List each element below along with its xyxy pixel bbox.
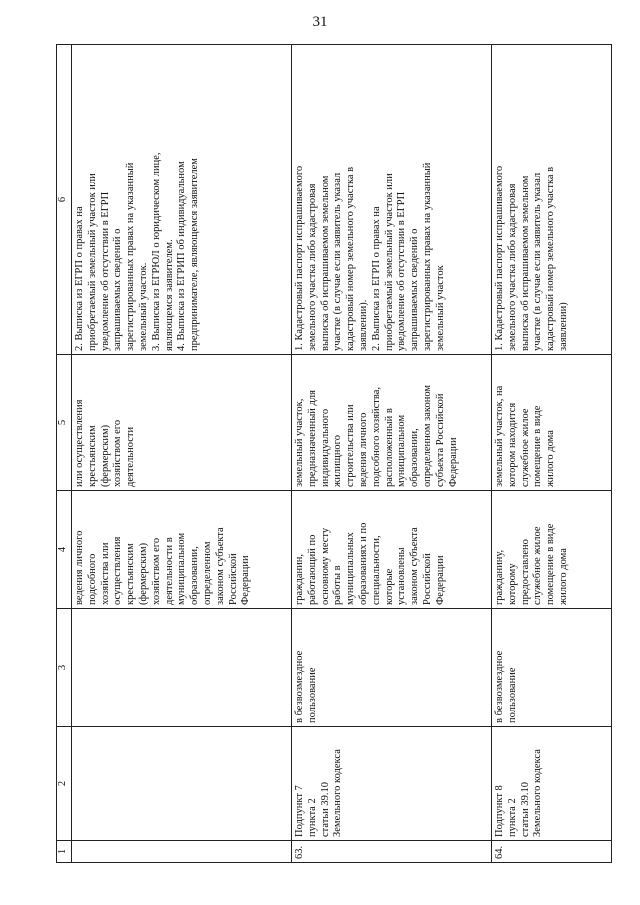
right-type (72, 609, 292, 727)
applicant: гражданину, которому предоставлено служебное жилое помещение в виде жилого дома (492, 491, 612, 609)
table-row (492, 45, 612, 863)
row-number: 64. (492, 841, 612, 863)
legal-basis: Подпункт 7 пункта 2 статьи 39.10 Земельного кодекса (292, 727, 492, 841)
col-header-2: 2 (57, 727, 72, 841)
table-row (72, 45, 292, 863)
col-header-4: 4 (57, 491, 72, 609)
row-number: 63. (292, 841, 492, 863)
documents: 1. Кадастровый паспорт испрашиваемого земельного участка либо кадастровая выписка об испрашиваемом земельном участке (в случае если заявитель указал кадастровый номер земельного участка в заявлении). 2. Выписка из ЕГРП о правах на приобретаемый земельный участок или уведомление об отсутствии в ЕГРП запрашиваемых сведений о зарегистрированных правах на указанный земельный участок (292, 45, 492, 355)
document-table (56, 44, 612, 863)
land-plot: земельный участок, предназначенный для индивидуального жилищного строительства или ведения личного подсобного хозяйства, расположенный в муниципальном образовании, определенном законом субъекта Российской Федерации (292, 355, 492, 491)
documents: 2. Выписка из ЕГРП о правах на приобретаемый земельный участок или уведомление об отсутствии в ЕГРП запрашиваемых сведений о зарегистрированных правах на указанный земельный участок. 3. Выписка из ЕГРЮЛ о юридическом лице, являющемся заявителем. 4. Выписка из ЕГРИП об индивидуальном предпринимателе, являющемся заявителем (72, 45, 292, 355)
applicant: ведения личного подсобного хозяйства или осуществления крестьянским (фермерским) хозяйством его деятельности в муниципальном образовании, определенном законом субъекта Российской Федерации (72, 491, 292, 609)
row-number (72, 841, 292, 863)
page-number: 31 (312, 14, 328, 30)
col-header-3: 3 (57, 609, 72, 727)
land-plot: земельный участок, на котором находится служебное жилое помещение в виде жилого дома (492, 355, 612, 491)
documents: 1. Кадастровый паспорт испрашиваемого земельного участка либо кадастровая выписка об испрашиваемом земельном участке (в случае если заявитель указал кадастровый номер земельного участка в заявлении) (492, 45, 612, 355)
right-type: в безвозмездное пользование (292, 609, 492, 727)
applicant: гражданин, работающий по основному месту работы в муниципальных образованиях и по специальности, которые установлены законом субъекта Российской Федерации (292, 491, 492, 609)
legal-basis (72, 727, 292, 841)
table-row (292, 45, 492, 863)
col-header-6: 6 (57, 45, 72, 355)
header-row (57, 45, 72, 863)
right-type: в безвозмездное пользование (492, 609, 612, 727)
legal-basis: Подпункт 8 пункта 2 статьи 39.10 Земельного кодекса (492, 727, 612, 841)
col-header-5: 5 (57, 355, 72, 491)
col-header-1: 1 (57, 841, 72, 863)
land-plot: или осуществления крестьянским (фермерским) хозяйством его деятельности (72, 355, 292, 491)
